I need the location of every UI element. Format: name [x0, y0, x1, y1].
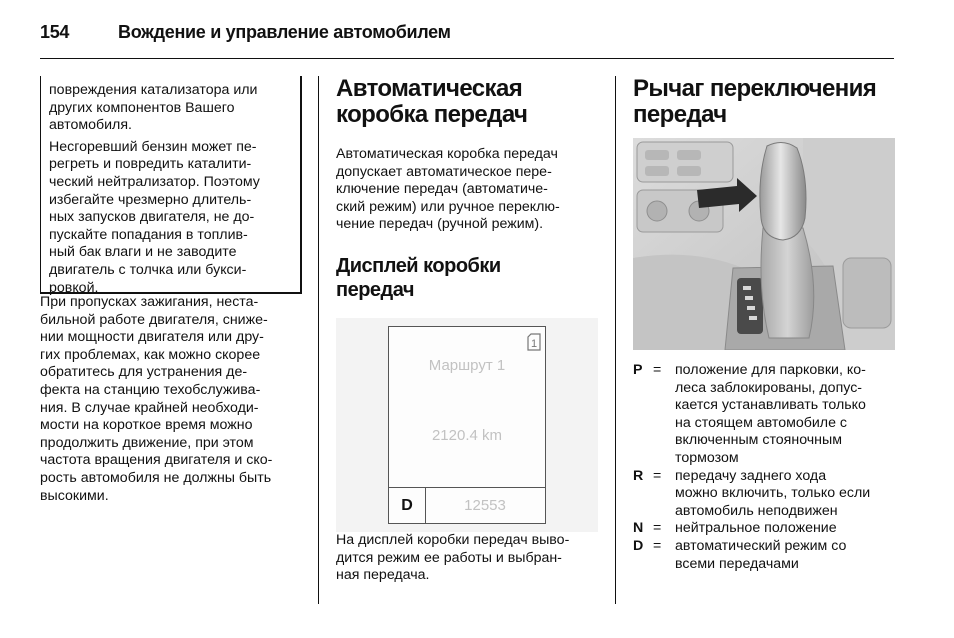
display-odometer: 12553	[464, 496, 506, 514]
transmission-display	[388, 326, 546, 524]
display-trip-label: Маршрут 1	[428, 356, 506, 374]
display-bottom-row	[389, 487, 545, 524]
header-rule	[40, 58, 894, 59]
gear-positions-legend	[633, 362, 895, 573]
caution-note-box	[40, 76, 302, 294]
column-2	[336, 76, 598, 585]
misfire-paragraph: При пропусках зажигания, неста- бильной работе двигателя, сниже- нии мощности двигателя или дру- гих проблемах, как можно скорее обратитесь для устранения де- фекта на станцию техобслужива- ния. В случае крайней необходи- мости на короткое время можно продолжить движение, при этом частота вращения двигателя и ско- рость автомобиля не должны быть высокими.	[40, 294, 273, 504]
legend-item-p: P = положение для парковки, ко- леса заблокированы, допус- кается устанавливать только на стоящем автомобиле с включенным стояночным тормозом	[633, 362, 866, 466]
svg-text:1: 1	[530, 337, 538, 350]
column-divider-2	[615, 76, 616, 604]
column-divider-1	[318, 76, 319, 604]
trip-indicator-icon	[527, 333, 541, 351]
display-gear-indicator: D	[389, 488, 426, 524]
transmission-display-figure	[336, 318, 598, 532]
column-1	[40, 76, 302, 505]
legend-item-r: R = передачу заднего хода можно включить, только если автомобиль неподвижен	[633, 467, 871, 519]
chapter-title: Вождение и управление автомобилем	[118, 22, 451, 42]
legend-item-d: D = автоматический режим со всеми передачами	[633, 537, 847, 572]
page-header	[40, 20, 894, 62]
subsection-title-display: Дисплей коробки передач	[336, 254, 501, 301]
note-paragraph-1: повреждения катализатора или других компонентов Вашего автомобиля.	[49, 82, 258, 134]
gear-lever-photo-icon	[633, 138, 895, 350]
display-trip-distance: 2120.4 km	[431, 426, 503, 444]
column-3	[633, 76, 895, 573]
note-paragraph-2: Несгоревший бензин может пе- регреть и повредить каталити- ческий нейтрализатор. Поэтому избегайте чрезмерно длитель- ных запусков двигателя, не до- пускайте попадания в топлив- ный бак влаги и не заводите двигатель с толчка или букси- ровкой.	[49, 138, 260, 296]
section-title-gear-lever: Рычаг переключения передач	[633, 75, 877, 128]
page-number: 154	[40, 22, 70, 42]
display-caption: На дисплей коробки передач выво- дится режим ее работы и выбран- ная передача.	[336, 531, 570, 584]
legend-item-n: N = нейтральное положение	[633, 520, 837, 537]
section-title-automatic-transmission: Автоматическая коробка передач	[336, 75, 528, 128]
intro-paragraph: Автоматическая коробка передач допускает автоматическое пере- ключение передач (автоматиче- ский режим) или ручное переклю- чение передач (ручной режим).	[336, 146, 560, 233]
